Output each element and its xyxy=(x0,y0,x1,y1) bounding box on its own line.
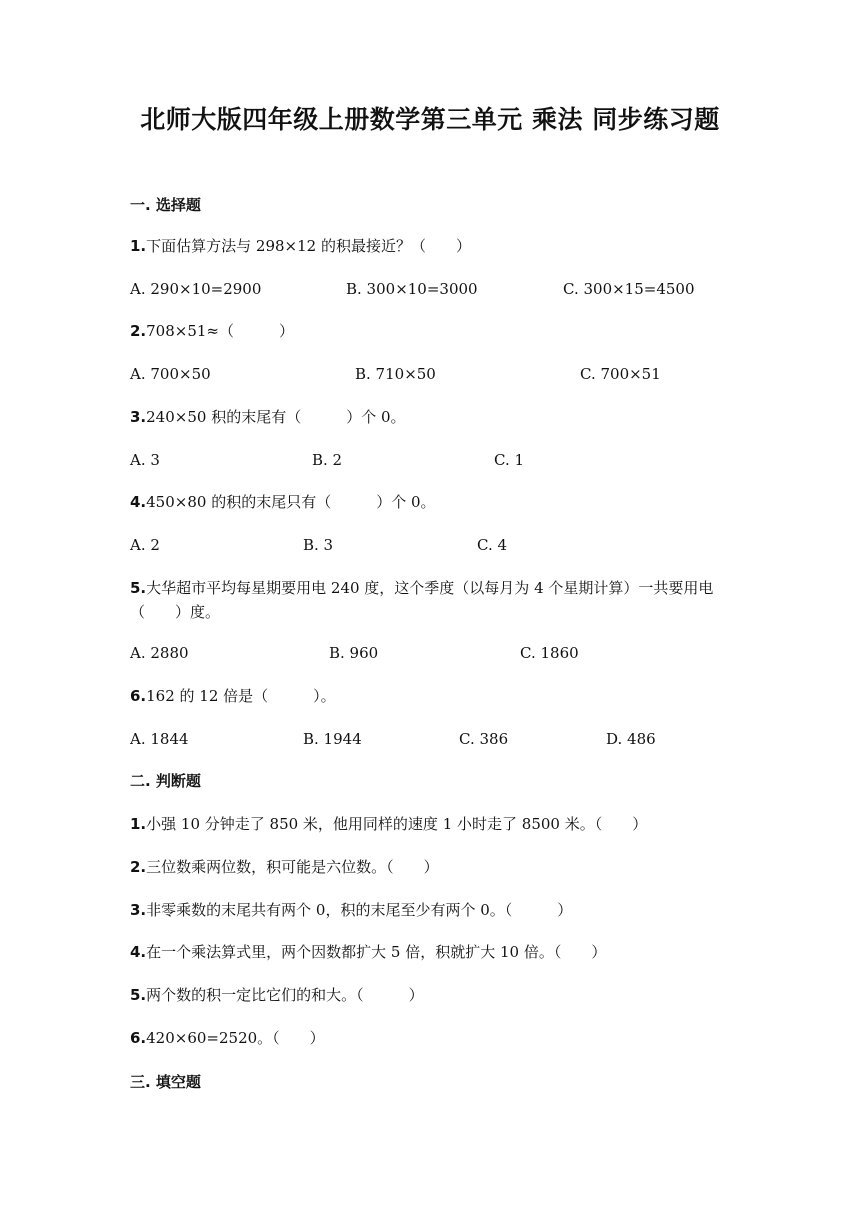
option-a: A. 290×10=2900 xyxy=(130,280,262,298)
option-c: C. 1 xyxy=(494,451,525,469)
question-text: 162 的 12 倍是（ ）。 xyxy=(146,687,336,705)
option-a: A. 2 xyxy=(130,536,160,554)
judge-question-5 xyxy=(130,983,730,1007)
question-number: 3. xyxy=(130,408,147,426)
question-number: 3. xyxy=(130,901,147,919)
question-1 xyxy=(130,234,730,258)
question-number: 1. xyxy=(130,815,147,833)
option-c: C. 386 xyxy=(459,730,509,748)
judge-question-4 xyxy=(130,940,730,964)
question-number: 5. xyxy=(130,986,147,1004)
option-b: B. 710×50 xyxy=(355,365,436,383)
question-number: 5. xyxy=(130,579,147,597)
question-5 xyxy=(130,576,730,624)
option-a: A. 2880 xyxy=(130,644,189,662)
option-c: C. 700×51 xyxy=(580,365,661,383)
question-text: 下面估算方法与 298×12 的积最接近？（ ） xyxy=(146,237,471,255)
question-text: 三位数乘两位数，积可能是六位数。（ ） xyxy=(146,858,439,876)
question-4 xyxy=(130,490,730,514)
option-b: B. 1944 xyxy=(303,730,362,748)
option-b: B. 2 xyxy=(312,451,343,469)
question-3 xyxy=(130,405,730,429)
section-heading-judge: 二. 判断题 xyxy=(130,772,201,790)
option-b: B. 300×10=3000 xyxy=(346,280,478,298)
question-number: 4. xyxy=(130,943,147,961)
question-number: 2. xyxy=(130,858,147,876)
question-number: 1. xyxy=(130,237,147,255)
question-text: 小强 10 分钟走了 850 米，他用同样的速度 1 小时走了 8500 米。（ ） xyxy=(146,815,648,833)
question-text: 420×60=2520。（ ） xyxy=(146,1029,325,1047)
option-b: B. 960 xyxy=(329,644,379,662)
judge-question-2 xyxy=(130,855,730,879)
question-text: 非零乘数的末尾共有两个 0，积的末尾至少有两个 0。（ ） xyxy=(146,901,573,919)
question-number: 2. xyxy=(130,322,147,340)
question-text: 450×80 的积的末尾只有（ ）个 0。 xyxy=(146,493,436,511)
question-text: 708×51≈（ ） xyxy=(146,322,294,340)
question-text: 240×50 积的末尾有（ ）个 0。 xyxy=(146,408,406,426)
question-6 xyxy=(130,684,730,708)
section-heading-fill: 三. 填空题 xyxy=(130,1073,201,1091)
question-number: 4. xyxy=(130,493,147,511)
option-a: A. 700×50 xyxy=(130,365,211,383)
option-a: A. 1844 xyxy=(130,730,189,748)
question-number: 6. xyxy=(130,687,147,705)
question-text: 两个数的积一定比它们的和大。（ ） xyxy=(146,986,424,1004)
section-heading-choice: 一. 选择题 xyxy=(130,196,201,214)
judge-question-6 xyxy=(130,1026,730,1050)
option-c: C. 300×15=4500 xyxy=(563,280,695,298)
option-d: D. 486 xyxy=(606,730,656,748)
page-title: 北师大版四年级上册数学第三单元 乘法 同步练习题 xyxy=(140,105,720,134)
option-b: B. 3 xyxy=(303,536,334,554)
judge-question-3 xyxy=(130,898,730,922)
option-c: C. 1860 xyxy=(520,644,579,662)
option-a: A. 3 xyxy=(130,451,160,469)
question-text: 在一个乘法算式里，两个因数都扩大 5 倍，积就扩大 10 倍。（ ） xyxy=(146,943,607,961)
question-2 xyxy=(130,319,730,343)
question-number: 6. xyxy=(130,1029,147,1047)
question-text: 大华超市平均每星期要用电 240 度，这个季度（以每月为 4 个星期计算）一共要用电（ ）度。 xyxy=(130,579,714,621)
judge-question-1 xyxy=(130,812,730,836)
option-c: C. 4 xyxy=(477,536,508,554)
